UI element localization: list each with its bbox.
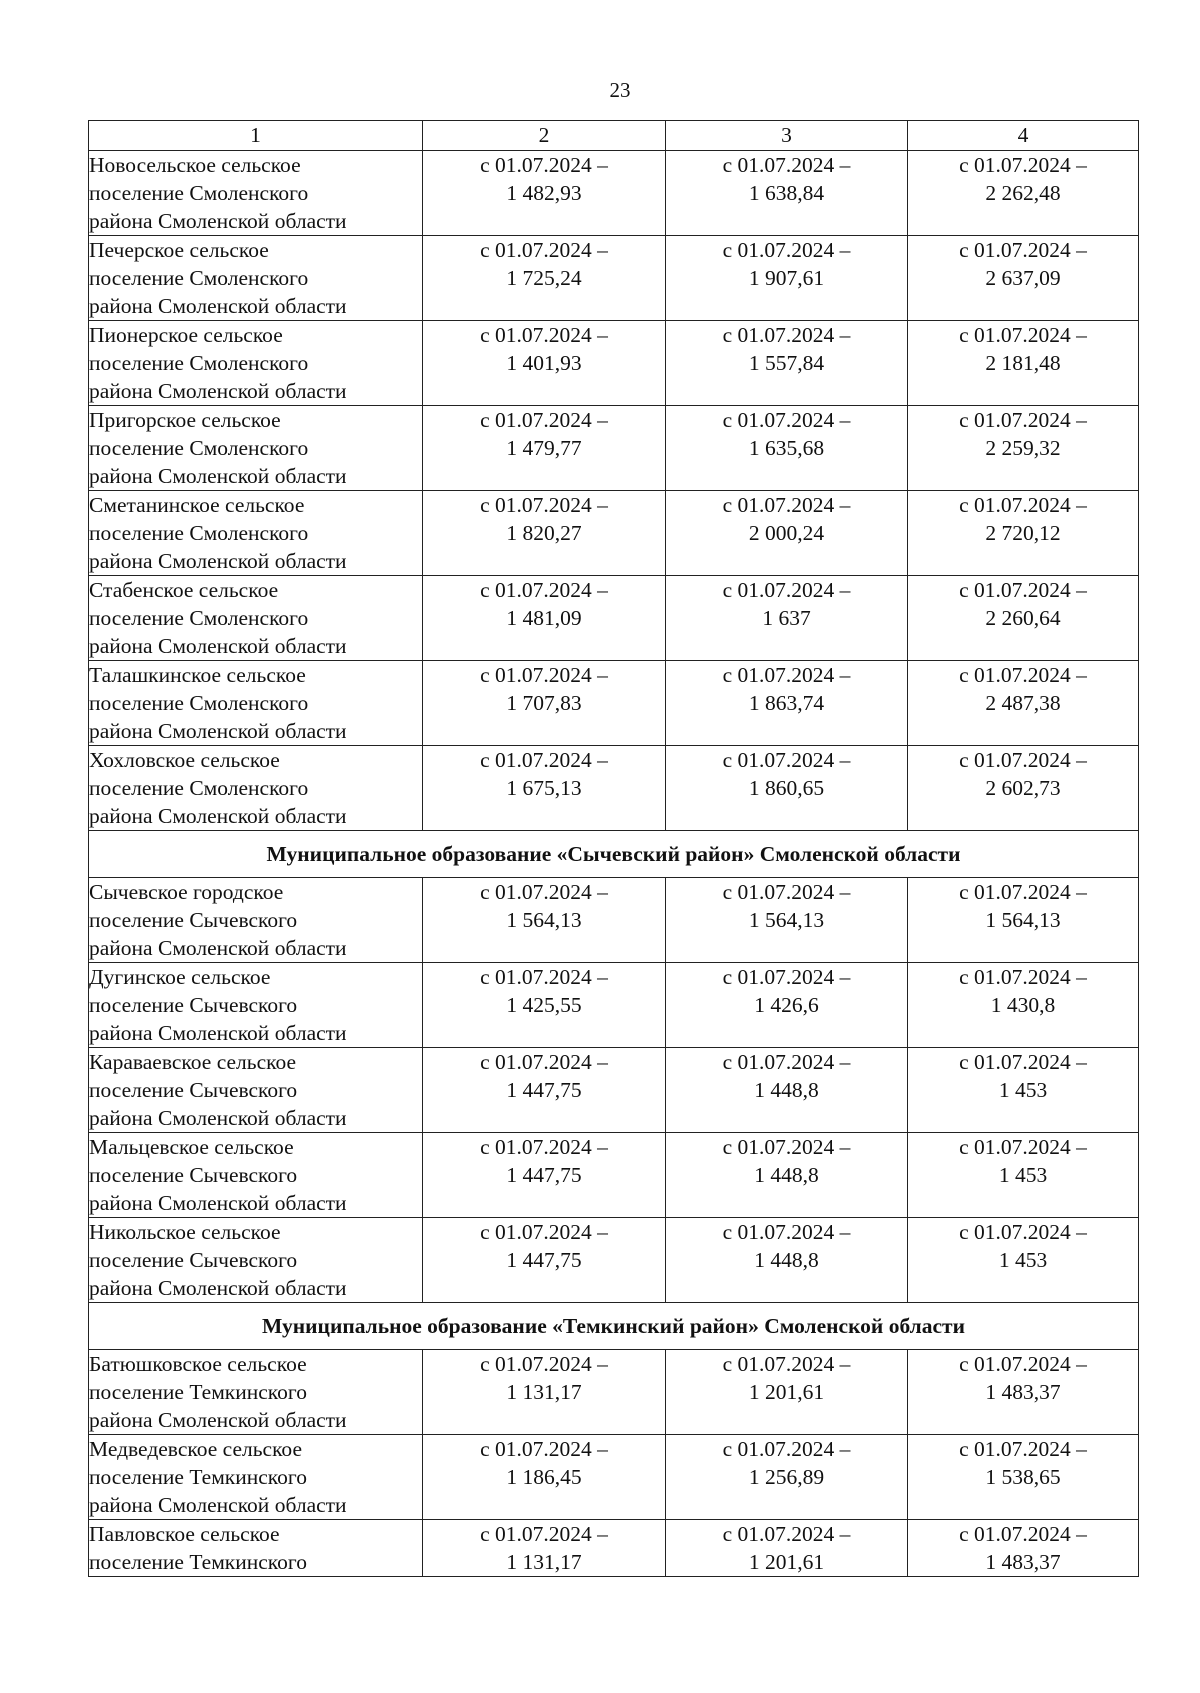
settlement-name-line: поселение Смоленского xyxy=(89,351,309,375)
tariff-date: с 01.07.2024 – xyxy=(959,748,1087,772)
tariff-date: с 01.07.2024 – xyxy=(480,578,608,602)
tariff-cell-col2 xyxy=(423,236,666,321)
tariff-value: 1 483,37 xyxy=(985,1550,1061,1574)
table-row xyxy=(89,878,1139,963)
settlement-name-line: района Смоленской области xyxy=(89,464,347,488)
tariff-value: 1 638,84 xyxy=(748,181,825,205)
tariff-cell-col2 xyxy=(423,576,666,661)
tariff-cell-col2 xyxy=(423,1218,666,1303)
tariff-cell-col3 xyxy=(666,746,908,831)
settlement-name-line: поселение Смоленского xyxy=(89,521,309,545)
tariff-cell-col3 xyxy=(666,406,908,491)
tariff-value: 1 725,24 xyxy=(506,266,582,290)
table-row xyxy=(89,576,1139,661)
settlement-name-line: Батюшковское сельское xyxy=(89,1352,307,1376)
settlement-name-line: Хохловское сельское xyxy=(89,748,280,772)
tariff-cell-col2 xyxy=(423,963,666,1048)
settlement-name-cell xyxy=(89,151,423,236)
settlement-name-line: Талашкинское сельское xyxy=(89,663,306,687)
tariff-date: с 01.07.2024 – xyxy=(959,238,1087,262)
tariff-value: 1 675,13 xyxy=(506,776,582,800)
tariff-cell-col4 xyxy=(908,1048,1139,1133)
tariff-value: 1 453 xyxy=(998,1163,1048,1187)
tariff-cell-col3 xyxy=(666,321,908,406)
tariff-date: с 01.07.2024 – xyxy=(480,323,608,347)
tariff-value: 1 635,68 xyxy=(748,436,825,460)
tariff-value: 1 482,93 xyxy=(506,181,582,205)
tariff-date: с 01.07.2024 – xyxy=(722,578,851,602)
settlement-name-line: поселение Смоленского xyxy=(89,776,309,800)
tariff-cell-col3 xyxy=(666,1435,908,1520)
table-row xyxy=(89,151,1139,236)
tariff-value: 1 131,17 xyxy=(506,1550,582,1574)
tariff-value: 1 453 xyxy=(998,1078,1048,1102)
tariff-value: 1 447,75 xyxy=(506,1248,582,1272)
tariff-value: 1 557,84 xyxy=(748,351,825,375)
settlement-name-line: поселение Темкинского xyxy=(89,1550,307,1574)
tariff-value: 1 426,6 xyxy=(754,993,819,1017)
settlement-name-line: Павловское сельское xyxy=(89,1522,280,1546)
tariff-date: с 01.07.2024 – xyxy=(722,1135,851,1159)
tariff-value: 2 602,73 xyxy=(985,776,1061,800)
tariff-date: с 01.07.2024 – xyxy=(722,408,851,432)
settlement-name-line: района Смоленской области xyxy=(89,379,347,403)
tariff-value: 1 186,45 xyxy=(506,1465,582,1489)
tariff-value: 1 637 xyxy=(762,606,811,630)
tariff-cell-col4 xyxy=(908,151,1139,236)
header-cell-3: 3 xyxy=(666,121,908,151)
settlement-name-cell xyxy=(89,1520,423,1577)
tariff-date: с 01.07.2024 – xyxy=(480,748,608,772)
settlement-name-line: Сметанинское сельское xyxy=(89,493,305,517)
tariff-value: 1 425,55 xyxy=(506,993,582,1017)
tariff-date: с 01.07.2024 – xyxy=(959,1135,1087,1159)
tariff-value: 2 259,32 xyxy=(985,436,1061,460)
settlement-name-cell xyxy=(89,406,423,491)
tariff-cell-col2 xyxy=(423,491,666,576)
tariff-value: 2 260,64 xyxy=(985,606,1061,630)
tariff-value: 2 262,48 xyxy=(985,181,1061,205)
tariff-value: 1 453 xyxy=(998,1248,1048,1272)
settlement-name-line: района Смоленской области xyxy=(89,1276,347,1300)
section-heading-row xyxy=(89,1303,1139,1350)
settlement-name-line: района Смоленской области xyxy=(89,719,347,743)
settlement-name-line: Никольское сельское xyxy=(89,1220,281,1244)
tariff-table xyxy=(88,120,1139,1577)
tariff-cell-col2 xyxy=(423,1048,666,1133)
table-row xyxy=(89,491,1139,576)
settlement-name-cell xyxy=(89,1218,423,1303)
tariff-cell-col2 xyxy=(423,321,666,406)
table-row xyxy=(89,1133,1139,1218)
tariff-date: с 01.07.2024 – xyxy=(722,880,851,904)
tariff-cell-col3 xyxy=(666,878,908,963)
tariff-value: 1 564,13 xyxy=(985,908,1061,932)
tariff-cell-col2 xyxy=(423,406,666,491)
tariff-cell-col4 xyxy=(908,236,1139,321)
settlement-name-line: поселение Смоленского xyxy=(89,181,309,205)
tariff-date: с 01.07.2024 – xyxy=(959,493,1087,517)
settlement-name-line: поселение Сычевского xyxy=(89,1078,298,1102)
settlement-name-line: поселение Смоленского xyxy=(89,436,309,460)
settlement-name-line: Дугинское сельское xyxy=(89,965,271,989)
tariff-date: с 01.07.2024 – xyxy=(480,408,608,432)
tariff-cell-col4 xyxy=(908,878,1139,963)
settlement-name-line: района Смоленской области xyxy=(89,1408,347,1432)
tariff-value: 1 564,13 xyxy=(506,908,582,932)
tariff-cell-col4 xyxy=(908,1520,1139,1577)
tariff-date: с 01.07.2024 – xyxy=(722,493,851,517)
tariff-cell-col3 xyxy=(666,661,908,746)
tariff-cell-col3 xyxy=(666,963,908,1048)
tariff-cell-col2 xyxy=(423,151,666,236)
tariff-cell-col3 xyxy=(666,1048,908,1133)
settlement-name-line: района Смоленской области xyxy=(89,1191,347,1215)
tariff-cell-col2 xyxy=(423,1435,666,1520)
settlement-name-line: поселение Сычевского xyxy=(89,1163,298,1187)
tariff-value: 2 487,38 xyxy=(985,691,1061,715)
tariff-date: с 01.07.2024 – xyxy=(722,663,851,687)
settlement-name-cell xyxy=(89,746,423,831)
tariff-value: 1 481,09 xyxy=(506,606,582,630)
table-row xyxy=(89,1218,1139,1303)
tariff-date: с 01.07.2024 – xyxy=(959,663,1087,687)
tariff-date: с 01.07.2024 – xyxy=(959,153,1087,177)
settlement-name-cell xyxy=(89,321,423,406)
settlement-name-cell xyxy=(89,963,423,1048)
tariff-cell-col4 xyxy=(908,1350,1139,1435)
settlement-name-cell xyxy=(89,236,423,321)
settlement-name-line: Медведевское сельское xyxy=(89,1437,302,1461)
tariff-value: 1 479,77 xyxy=(506,436,582,460)
table-row xyxy=(89,963,1139,1048)
tariff-date: с 01.07.2024 – xyxy=(722,323,851,347)
tariff-cell-col2 xyxy=(423,1350,666,1435)
tariff-cell-col3 xyxy=(666,1520,908,1577)
tariff-date: с 01.07.2024 – xyxy=(722,965,851,989)
tariff-value: 1 538,65 xyxy=(985,1465,1061,1489)
settlement-name-cell xyxy=(89,1133,423,1218)
settlement-name-line: района Смоленской области xyxy=(89,549,347,573)
tariff-cell-col4 xyxy=(908,1133,1139,1218)
settlement-name-line: Новосельское сельское xyxy=(89,153,301,177)
tariff-cell-col3 xyxy=(666,1350,908,1435)
header-cell-2: 2 xyxy=(423,121,666,151)
tariff-date: с 01.07.2024 – xyxy=(480,238,608,262)
settlement-name-line: поселение Сычевского xyxy=(89,993,298,1017)
tariff-value: 1 430,8 xyxy=(990,993,1056,1017)
tariff-value: 1 483,37 xyxy=(985,1380,1061,1404)
table-row xyxy=(89,1350,1139,1435)
tariff-cell-col4 xyxy=(908,661,1139,746)
table-row xyxy=(89,321,1139,406)
tariff-cell-col4 xyxy=(908,963,1139,1048)
header-cell-1: 1 xyxy=(89,121,423,151)
tariff-value: 1 860,65 xyxy=(748,776,825,800)
settlement-name-line: района Смоленской области xyxy=(89,1493,347,1517)
header-cell-4: 4 xyxy=(908,121,1139,151)
tariff-cell-col2 xyxy=(423,878,666,963)
tariff-cell-col2 xyxy=(423,746,666,831)
settlement-name-line: района Смоленской области xyxy=(89,294,347,318)
tariff-date: с 01.07.2024 – xyxy=(959,1437,1087,1461)
tariff-value: 1 447,75 xyxy=(506,1078,582,1102)
tariff-value: 1 907,61 xyxy=(748,266,825,290)
tariff-date: с 01.07.2024 – xyxy=(722,153,851,177)
tariff-date: с 01.07.2024 – xyxy=(959,880,1087,904)
tariff-value: 2 000,24 xyxy=(748,521,825,545)
tariff-value: 1 448,8 xyxy=(754,1078,819,1102)
tariff-cell-col4 xyxy=(908,406,1139,491)
settlement-name-line: района Смоленской области xyxy=(89,1021,347,1045)
settlement-name-line: поселение Смоленского xyxy=(89,266,309,290)
tariff-date: с 01.07.2024 – xyxy=(722,1220,851,1244)
tariff-date: с 01.07.2024 – xyxy=(480,1437,608,1461)
tariff-cell-col3 xyxy=(666,236,908,321)
tariff-value: 2 181,48 xyxy=(985,351,1061,375)
tariff-date: с 01.07.2024 – xyxy=(480,1522,608,1546)
tariff-value: 2 720,12 xyxy=(985,521,1061,545)
tariff-value: 1 820,27 xyxy=(506,521,582,545)
settlement-name-line: Мальцевское сельское xyxy=(89,1135,294,1159)
table-row xyxy=(89,1520,1139,1577)
section-heading: Муниципальное образование «Сычевский район» Смоленской области xyxy=(89,831,1139,878)
tariff-date: с 01.07.2024 – xyxy=(480,1135,608,1159)
settlement-name-line: поселение Темкинского xyxy=(89,1380,307,1404)
tariff-cell-col4 xyxy=(908,321,1139,406)
tariff-table-body xyxy=(89,121,1139,1577)
tariff-date: с 01.07.2024 – xyxy=(480,663,608,687)
tariff-date: с 01.07.2024 – xyxy=(722,238,851,262)
tariff-date: с 01.07.2024 – xyxy=(480,153,608,177)
tariff-value: 1 448,8 xyxy=(754,1248,819,1272)
tariff-value: 1 401,93 xyxy=(506,351,582,375)
section-heading-row xyxy=(89,831,1139,878)
tariff-cell-col3 xyxy=(666,151,908,236)
tariff-date: с 01.07.2024 – xyxy=(480,965,608,989)
tariff-date: с 01.07.2024 – xyxy=(959,323,1087,347)
tariff-cell-col3 xyxy=(666,1218,908,1303)
settlement-name-cell xyxy=(89,491,423,576)
tariff-date: с 01.07.2024 – xyxy=(959,408,1087,432)
tariff-cell-col2 xyxy=(423,661,666,746)
table-header-row xyxy=(89,121,1139,151)
tariff-value: 1 201,61 xyxy=(748,1550,825,1574)
settlement-name-cell xyxy=(89,661,423,746)
settlement-name-cell xyxy=(89,1350,423,1435)
settlement-name-line: района Смоленской области xyxy=(89,804,347,828)
tariff-date: с 01.07.2024 – xyxy=(480,1220,608,1244)
settlement-name-line: поселение Темкинского xyxy=(89,1465,307,1489)
tariff-date: с 01.07.2024 – xyxy=(959,1352,1087,1376)
tariff-cell-col4 xyxy=(908,746,1139,831)
tariff-value: 1 448,8 xyxy=(754,1163,819,1187)
settlement-name-line: района Смоленской области xyxy=(89,634,347,658)
tariff-date: с 01.07.2024 – xyxy=(480,1050,608,1074)
tariff-date: с 01.07.2024 – xyxy=(480,1352,608,1376)
tariff-date: с 01.07.2024 – xyxy=(722,748,851,772)
table-row xyxy=(89,1048,1139,1133)
table-row xyxy=(89,661,1139,746)
settlement-name-line: Пригорское сельское xyxy=(89,408,281,432)
tariff-date: с 01.07.2024 – xyxy=(959,965,1087,989)
tariff-value: 1 256,89 xyxy=(748,1465,825,1489)
settlement-name-line: поселение Смоленского xyxy=(89,691,309,715)
settlement-name-cell xyxy=(89,878,423,963)
tariff-date: с 01.07.2024 – xyxy=(959,1522,1087,1546)
tariff-value: 1 201,61 xyxy=(748,1380,825,1404)
page-number: 23 xyxy=(609,78,631,102)
settlement-name-line: района Смоленской области xyxy=(89,1106,347,1130)
tariff-value: 1 447,75 xyxy=(506,1163,582,1187)
tariff-date: с 01.07.2024 – xyxy=(480,880,608,904)
tariff-date: с 01.07.2024 – xyxy=(722,1522,851,1546)
settlement-name-line: Караваевское сельское xyxy=(89,1050,297,1074)
settlement-name-line: района Смоленской области xyxy=(89,936,347,960)
tariff-value: 1 863,74 xyxy=(748,691,825,715)
tariff-date: с 01.07.2024 – xyxy=(959,578,1087,602)
tariff-cell-col2 xyxy=(423,1133,666,1218)
settlement-name-cell xyxy=(89,1435,423,1520)
tariff-cell-col3 xyxy=(666,576,908,661)
settlement-name-line: поселение Сычевского xyxy=(89,908,298,932)
settlement-name-line: района Смоленской области xyxy=(89,209,347,233)
tariff-date: с 01.07.2024 – xyxy=(722,1437,851,1461)
tariff-value: 1 707,83 xyxy=(506,691,582,715)
tariff-value: 2 637,09 xyxy=(985,266,1061,290)
settlement-name-line: Стабенское сельское xyxy=(89,578,279,602)
tariff-cell-col4 xyxy=(908,576,1139,661)
tariff-cell-col4 xyxy=(908,1435,1139,1520)
tariff-value: 1 564,13 xyxy=(748,908,825,932)
table-row xyxy=(89,406,1139,491)
table-row xyxy=(89,1435,1139,1520)
tariff-date: с 01.07.2024 – xyxy=(722,1352,851,1376)
tariff-cell-col4 xyxy=(908,491,1139,576)
table-row xyxy=(89,746,1139,831)
tariff-date: с 01.07.2024 – xyxy=(959,1050,1087,1074)
tariff-cell-col2 xyxy=(423,1520,666,1577)
settlement-name-line: Пионерское сельское xyxy=(89,323,283,347)
tariff-value: 1 131,17 xyxy=(506,1380,582,1404)
settlement-name-cell xyxy=(89,576,423,661)
settlement-name-line: поселение Смоленского xyxy=(89,606,309,630)
settlement-name-line: Сычевское городское xyxy=(89,880,284,904)
settlement-name-line: Печерское сельское xyxy=(89,238,269,262)
tariff-cell-col3 xyxy=(666,1133,908,1218)
tariff-date: с 01.07.2024 – xyxy=(722,1050,851,1074)
tariff-date: с 01.07.2024 – xyxy=(959,1220,1087,1244)
section-heading: Муниципальное образование «Темкинский район» Смоленской области xyxy=(89,1303,1139,1350)
tariff-cell-col4 xyxy=(908,1218,1139,1303)
table-row xyxy=(89,236,1139,321)
tariff-cell-col3 xyxy=(666,491,908,576)
tariff-date: с 01.07.2024 – xyxy=(480,493,608,517)
settlement-name-cell xyxy=(89,1048,423,1133)
settlement-name-line: поселение Сычевского xyxy=(89,1248,298,1272)
